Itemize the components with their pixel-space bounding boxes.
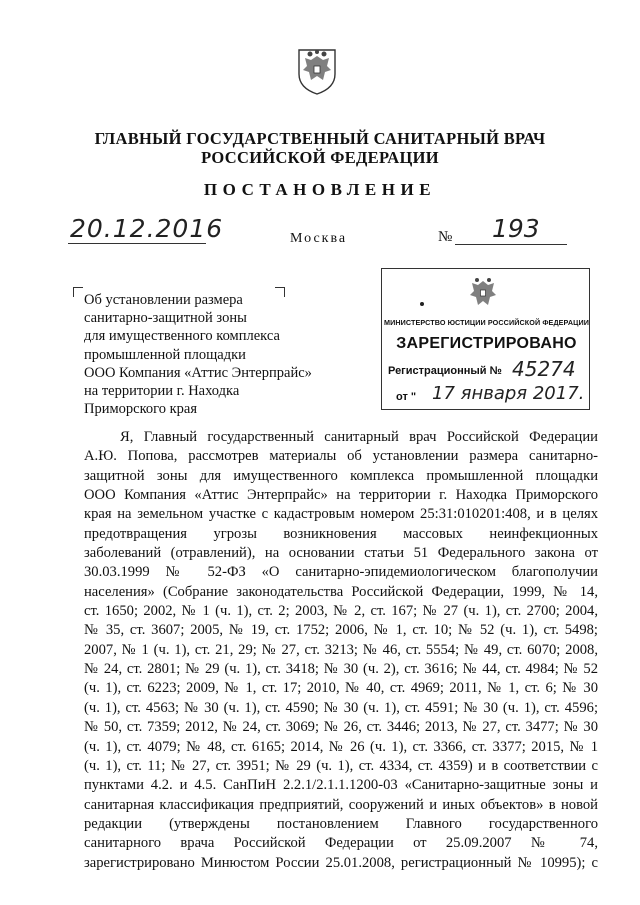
stamp-reg-number-label: Регистрационный № (388, 365, 502, 377)
body-line: А.Ю. Попова, рассмотрев материалы об установлении размера санитарно- (84, 448, 598, 465)
document-type-title: ПОСТАНОВЛЕНИЕ (203, 180, 437, 199)
stamp-dot (420, 302, 424, 306)
body-line: (ч. 1), ст. 11; № 27, ст. 3951; № 29 (ч. 1), ст. 4334, ст. 4359) и в соответствии с (84, 757, 598, 774)
date-underline (68, 243, 206, 244)
body-line: края на земельном участке с кадастровым номером 25:31:010201:408, и в целях (84, 506, 598, 523)
stamp-ministry: МИНИСТЕРСТВО ЮСТИЦИИ РОССИЙСКОЙ ФЕДЕРАЦИИ (384, 318, 589, 327)
stamp-coat-of-arms-icon (464, 275, 502, 315)
subject-line: на территории г. Находка (84, 383, 240, 400)
document-body (84, 428, 598, 873)
document-date: 20.12.2016 (70, 214, 224, 243)
body-line: санитарная классификация предприятий, сооружений и иных объектов» в новой (84, 796, 598, 813)
subject-block (84, 291, 312, 418)
coat-of-arms-icon (293, 44, 341, 96)
body-line: ст. 1650; 2002, № 1 (ч. 1), ст. 2; 2003, № 2, ст. 167; № 27 (ч. 1), ст. 2700; 2004, (84, 603, 598, 620)
body-line: 2007, № 1 (ч. 1), ст. 21, 29; № 27, ст. 3213; № 46, ст. 5554; № 49, ст. 6070; 2008, (84, 641, 598, 658)
body-line: ООО Компания «Аттис Энтерпрайс» на территории г. Находка Приморского (84, 487, 598, 504)
document-number: 193 (492, 214, 540, 243)
body-line: предотвращения угрозы возникновения массовых неинфекционных (84, 525, 598, 542)
stamp-registered: ЗАРЕГИСТРИРОВАНО (396, 335, 577, 352)
subject-corner-left (73, 287, 83, 297)
body-line: заболеваний (отравлений), на основании статьи 51 Федерального закона от (84, 545, 598, 562)
body-line: зарегистрировано Минюстом России 25.01.2008, регистрационный № 10995); с (84, 854, 598, 871)
subject-line: ООО Компания «Аттис Энтерпрайс» (84, 364, 312, 381)
body-line: защитной зоны для имущественного комплекса промышленной площадки (84, 467, 598, 484)
stamp-from-label: от " (396, 391, 417, 403)
document-city: Москва (290, 231, 348, 246)
body-line: (ч. 1), ст. 4079; № 48, ст. 6165; 2014, № 26 (ч. 1), ст. 3366, ст. 3377; 2015, № 1 (84, 738, 598, 755)
stamp-reg-number: 45274 (512, 357, 576, 381)
subject-line: для имущественного комплекса (84, 328, 280, 345)
subject-line: Приморского края (84, 401, 198, 418)
body-line: Я, Главный государственный санитарный врач Российской Федерации (120, 429, 598, 445)
subject-line: Об установлении размера (84, 292, 243, 308)
subject-line: промышленной площадки (84, 346, 246, 363)
body-line: (ч. 1), ст. 6223; 2009, № 1, ст. 17; 2010, № 40, ст. 4969; 2011, № 1, ст. 6; № 30 (84, 680, 598, 697)
body-line: пунктами 4.2. и 4.5. СанПиН 2.2.1/2.1.1.1200-03 «Санитарно-защитные зоны и (84, 777, 598, 794)
issuer-title-line2: РОССИЙСКОЙ ФЕДЕРАЦИИ (201, 148, 439, 167)
body-line: санитарного врача Российской Федерации от 25.09.2007 № 74, (84, 835, 598, 852)
number-underline (455, 244, 567, 245)
stamp-reg-date: 17 января 2017. (432, 383, 585, 404)
number-label: № (438, 229, 453, 245)
body-line: № 24, ст. 2801; № 29 (ч. 1), ст. 3418; № 30 (ч. 2), ст. 3616; № 44, ст. 4984; № 52 (84, 661, 598, 678)
body-line: (ч. 1), ст. 4563; № 30 (ч. 1), ст. 4590; № 30 (ч. 1), ст. 4591; № 30 (ч. 1), ст. 4596; (84, 699, 598, 716)
subject-line: санитарно-защитной зоны (84, 310, 247, 327)
body-line: № 35, ст. 3607; 2005, № 19, ст. 1752; 2006, № 1, ст. 10; № 52 (ч. 1), ст. 5498; (84, 622, 598, 639)
body-line: населения» (Собрание законодательства Российской Федерации, 1999, № 14, (84, 583, 598, 600)
body-line: 30.03.1999 № 52-ФЗ «О санитарно-эпидемиологическом благополучии (84, 564, 598, 581)
body-line: № 50, ст. 7359; 2012, № 24, ст. 3069; № 26, ст. 3446; 2013, № 27, ст. 3477; № 30 (84, 719, 598, 736)
body-line: редакции (утверждены постановлением Главного государственного (84, 815, 598, 832)
registration-stamp (381, 268, 590, 410)
issuer-title-line1: ГЛАВНЫЙ ГОСУДАРСТВЕННЫЙ САНИТАРНЫЙ ВРАЧ (94, 129, 546, 148)
